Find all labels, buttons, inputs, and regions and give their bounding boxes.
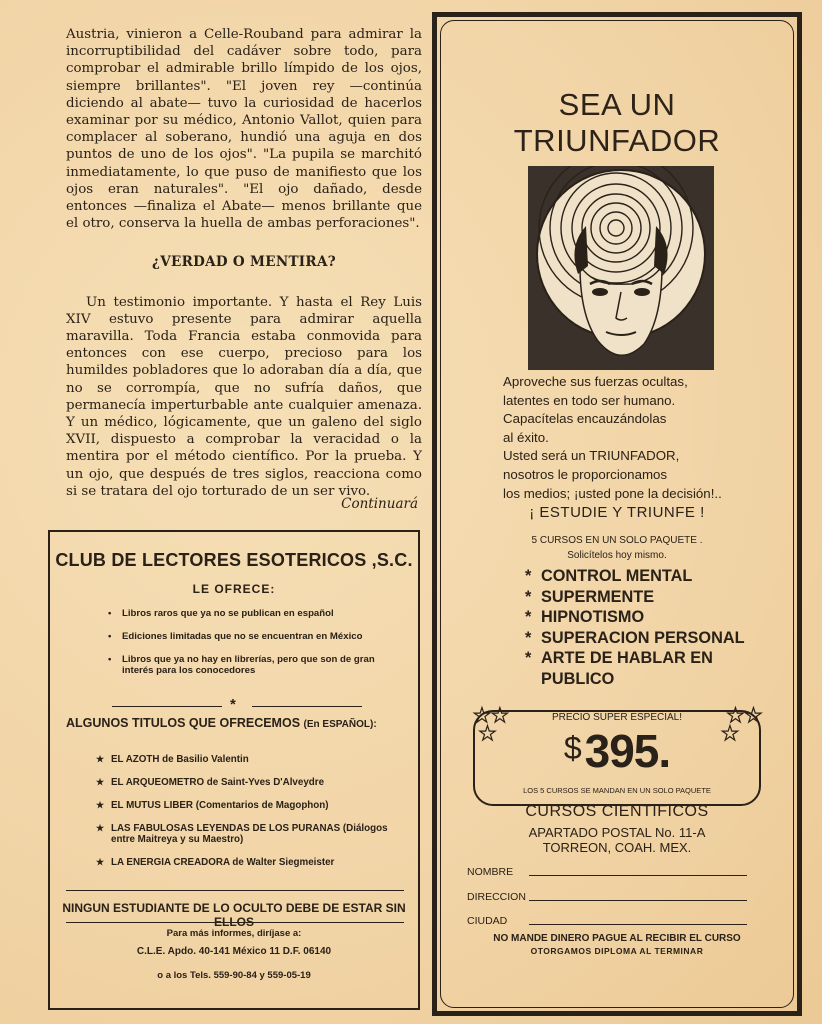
price-value: $395. — [563, 725, 671, 777]
city-field-line[interactable] — [529, 924, 747, 925]
club-titles-list — [96, 754, 406, 880]
club-title-item: ★ LA ENERGIA CREADORA de Walter Siegmeister — [96, 857, 406, 868]
article-paragraph-2: Un testimonio importante. Y hasta el Rey Luis XIV estuvo presente para admirar aquella maravilla. Toda Francia estaba conmovida para entonces con ese cuerpo, precioso para los humildes pobladores que lo adoraban día a día, que no se corrompía, que no sufría daños, que permanecía imperturbable ante cualquier amenaza. Y un médico, lógicamente, que un galeno del siglo XVII, dispuesto a comprobar la veracidad o la mentira por el método científico. Por la prueba. Y un ojo, que después de tres siglos, reacciona como si se tratara del ojo torturado de un ser vivo. — [66, 294, 422, 499]
ad-portrait-illustration — [528, 166, 714, 370]
name-field-label: NOMBRE — [467, 866, 514, 878]
ad-diploma-note: OTORGAMOS DIPLOMA AL TERMINAR — [530, 946, 704, 956]
club-title-item: ★ EL ARQUEOMETRO de Saint-Yves D'Alveydre — [96, 777, 406, 788]
club-titles-heading: ALGUNOS TITULOS QUE OFRECEMOS (En ESPAÑOL): — [66, 716, 377, 730]
ad-body-line: Capacítelas encauzándolas — [503, 411, 667, 427]
club-offer-item: • Libros raros que ya no se publican en español — [108, 608, 398, 619]
article-paragraph-1: Austria, vinieron a Celle-Rouband para admirar la incorruptibilidad del cadáver sobre todo, para comprobar el admirable brillo límpido de los ojos, siempre brillantes". "El joven rey —continúa diciendo al abate— tuvo la curiosidad de hacerlos examinar por su médico, Antonio Vallot, quien para complacer al soberano, hundió una aguja en dos puntos de uno de los ojos". "La pupila se marchitó inmediatamente, lo que puso de manifiesto que los ojos eran naturales". "El ojo dañado, desde entonces —finaliza el Abate— menos brillante que el otro, conserva la huella de ambas perforaciones". — [66, 27, 422, 232]
club-title: CLUB DE LECTORES ESOTERICOS ,S.C. — [55, 550, 413, 570]
ad-body-line: Usted será un TRIUNFADOR, — [503, 448, 680, 464]
ad-scientific-courses: CURSOS CIENTIFICOS — [525, 803, 709, 820]
ad-study-slogan: ¡ ESTUDIE Y TRIUNFE ! — [529, 504, 705, 521]
club-offer-list — [108, 608, 398, 688]
ad-body-copy — [503, 373, 793, 503]
club-info-label: Para más informes, diríjase a: — [166, 928, 302, 939]
ad-postal-address: APARTADO POSTAL No. 11-A TORREON, COAH. MEX. — [528, 825, 706, 855]
ad-payment-note: NO MANDE DINERO PAGUE AL RECIBIR EL CURSO — [493, 933, 741, 944]
ad-package-note: 5 CURSOS EN UN SOLO PAQUETE . — [531, 535, 703, 546]
ad-headline-line-2: TRIUNFADOR — [513, 123, 721, 158]
club-title-item: ★ EL AZOTH de Basilio Valentin — [96, 754, 406, 765]
ad-headline-line-1: SEA UN — [558, 87, 676, 122]
ad-body-line: al éxito. — [503, 429, 549, 445]
course-item: * SUPERACION PERSONAL — [525, 628, 785, 649]
article-subhead: ¿VERDAD O MENTIRA? — [152, 254, 336, 271]
ad-body-line: Aproveche sus fuerzas ocultas, — [503, 374, 688, 389]
club-title-item: ★ LAS FABULOSAS LEYENDAS DE LOS PURANAS (Diálogos entre Maitreya y su Maestro) — [96, 823, 406, 845]
address-field[interactable] — [467, 889, 747, 903]
club-title-item: ★ EL MUTUS LIBER (Comentarios de Magophon) — [96, 800, 406, 811]
club-offer: LE OFRECE: — [192, 582, 276, 596]
currency-symbol: $ — [563, 730, 581, 766]
ad-body-line: los medios; ¡usted pone la decisión!.. — [503, 485, 722, 501]
price-box — [473, 710, 761, 806]
separator-star-icon: * — [230, 696, 236, 713]
stars-left-icon: ★★ ★ — [473, 705, 509, 745]
stars-right-icon: ★★ ★ — [721, 705, 763, 745]
club-separator — [112, 696, 362, 713]
club-ad-box — [48, 530, 420, 1010]
name-field-line[interactable] — [529, 875, 747, 876]
ad-body-line: latentes en todo ser humano. — [503, 392, 676, 408]
ad-request-note: Solicítelos hoy mismo. — [567, 550, 667, 561]
club-offer-item: • Libros que ya no hay en librerías, pero que son de gran interés para los conocedores — [108, 654, 398, 676]
address-field-line[interactable] — [529, 900, 747, 901]
club-offer-item: • Ediciones limitadas que no se encuentran en México — [108, 631, 398, 642]
triunfador-ad-box — [432, 12, 802, 1016]
price-special-label: PRECIO SUPER ESPECIAL! — [551, 712, 683, 723]
course-item: * SUPERMENTE — [525, 587, 785, 608]
continue-label: Continuará — [341, 496, 418, 512]
club-address: C.L.E. Apdo. 40-141 México 11 D.F. 06140 — [136, 946, 332, 957]
club-phones: o a los Tels. 559-90-84 y 559-05-19 — [157, 970, 311, 981]
course-item: * HIPNOTISMO — [525, 607, 785, 628]
divider — [66, 890, 404, 891]
course-item: * ARTE DE HABLAR EN PUBLICO — [525, 648, 785, 689]
address-field-label: DIRECCION — [467, 891, 526, 903]
article-text — [66, 26, 422, 500]
ad-body-line: nosotros le proporcionamos — [503, 466, 668, 482]
club-must-statement: NINGUN ESTUDIANTE DE LO OCULTO DEBE DE ESTAR SIN ELLOS — [62, 901, 406, 929]
city-field-label: CIUDAD — [467, 915, 508, 927]
price-note: LOS 5 CURSOS SE MANDAN EN UN SOLO PAQUETE — [523, 786, 711, 795]
ad-course-list — [525, 566, 785, 689]
name-field[interactable] — [467, 864, 747, 878]
course-item: * CONTROL MENTAL — [525, 566, 785, 587]
divider — [66, 922, 404, 923]
city-field[interactable] — [467, 913, 747, 927]
